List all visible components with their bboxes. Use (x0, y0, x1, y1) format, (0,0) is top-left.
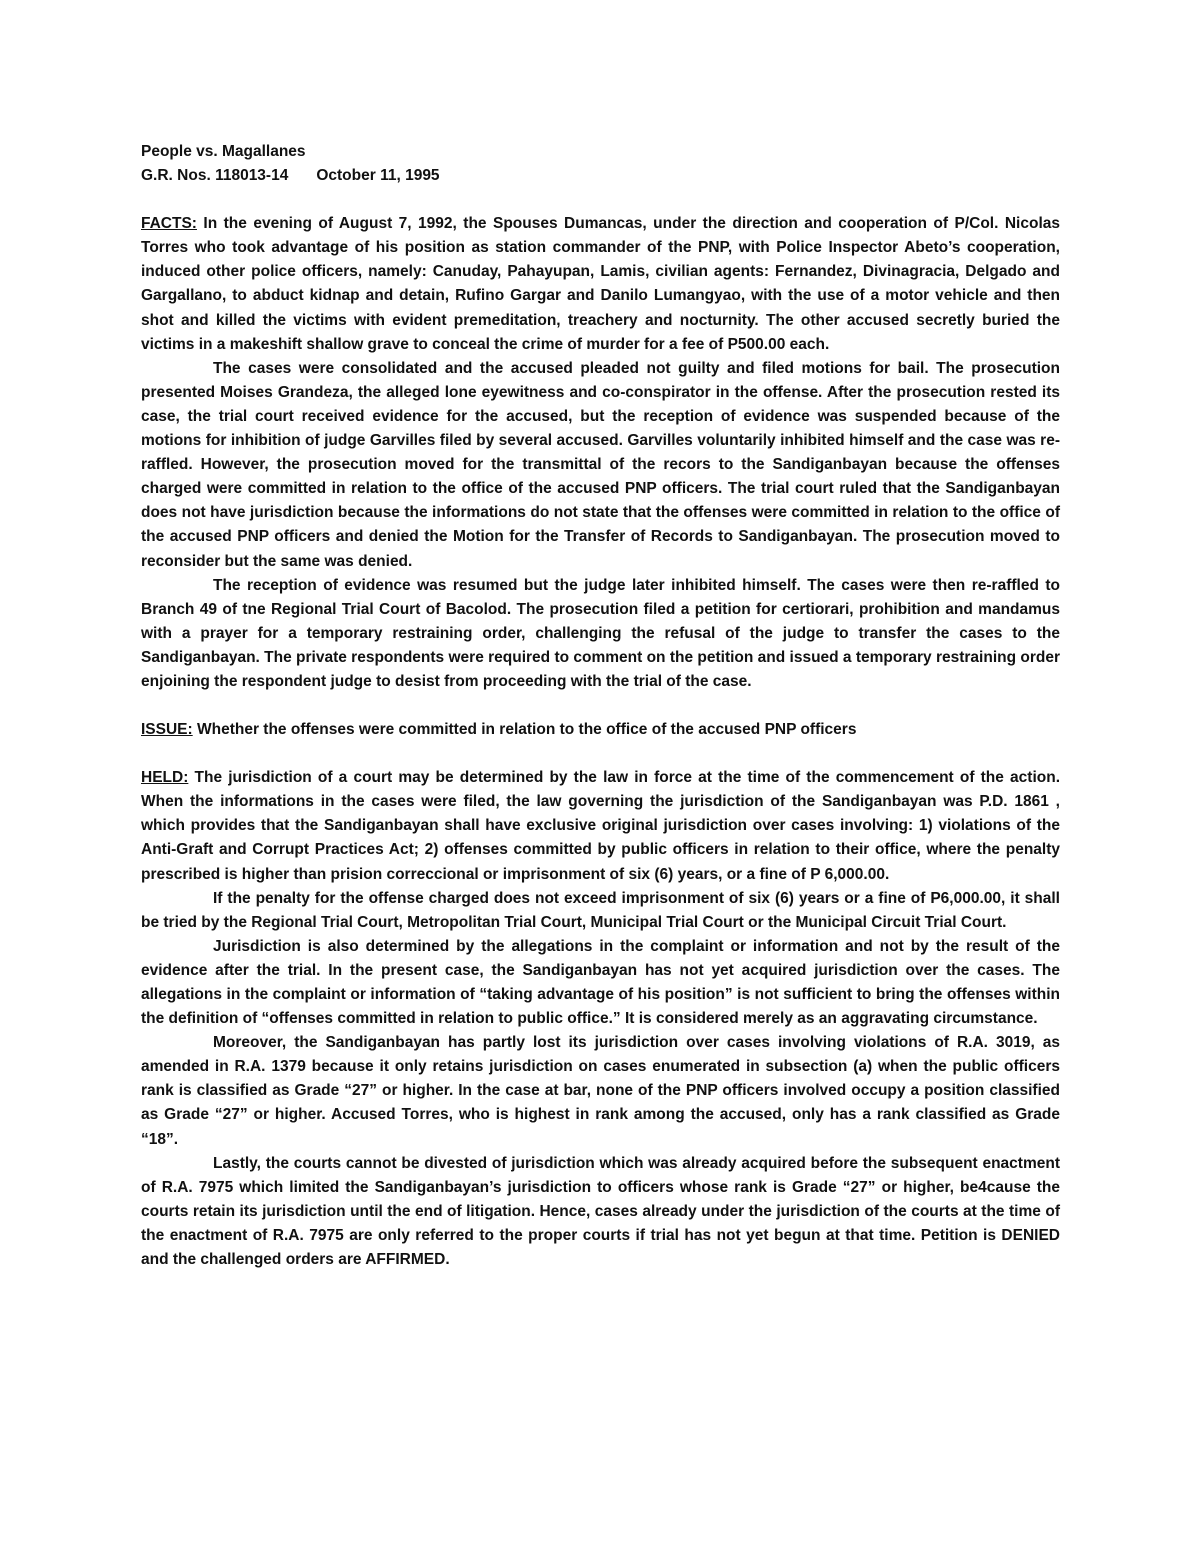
held-paragraph: If the penalty for the offense charged does not exceed imprisonment of six (6) years or a fine of P6,000.00, it shall be tried by the Regional Trial Court, Metropolitan Trial Court, Municipal Trial Court or the Municipal Circuit Trial Court. (141, 889, 1060, 931)
decision-date: October 11, 1995 (316, 167, 440, 185)
issue-label: ISSUE: (141, 721, 193, 739)
issue-paragraph: ISSUE: Whether the offenses were committed in relation to the office of the accused PNP officers (141, 721, 857, 739)
facts-paragraph: The cases were consolidated and the accused pleaded not guilty and filed motions for bail. The prosecution presented Moises Grandeza, the alleged lone eyewitness and co-conspirator in the offense. After the prosecution rested its case, the trial court received evidence for the accused, but the reception of evidence was suspended because of the motions for inhibition of judge Garvilles filed by several accused. Garvilles voluntarily inhibited himself and the case was re-raffled. However, the prosecution moved for the transmittal of the recors to the Sandiganbayan because the offenses charged were committed in relation to the office of the accused PNP officers. The trial court ruled that the Sandiganbayan does not have jurisdiction because the informations do not state that the offenses were committed in relation to the office of the accused PNP officers and denied the Motion for the Transfer of Records to Sandiganbayan. The prosecution moved to reconsider but the same was denied. (141, 359, 1060, 570)
issue-section (141, 718, 1060, 742)
facts-label: FACTS: (141, 215, 197, 233)
facts-paragraph: The reception of evidence was resumed but the judge later inhibited himself. The cases were then re-raffled to Branch 49 of tne Regional Trial Court of Bacolod. The prosecution filed a petition for certiorari, prohibition and mandamus with a prayer for a temporary restraining order, challenging the refusal of the judge to transfer the cases to the Sandiganbayan. The private respondents were required to comment on the petition and issued a temporary restraining order enjoining the respondent judge to desist from proceeding with the trial of the case. (141, 576, 1060, 690)
gr-number: G.R. Nos. 118013-14 (141, 167, 289, 185)
facts-paragraph: FACTS: In the evening of August 7, 1992, the Spouses Dumancas, under the direction and cooperation of P/Col. Nicolas Torres who took advantage of his position as station commander of the PNP, with Police Inspector Abeto’s cooperation, induced other police officers, namely: Canuday, Pahayupan, Lamis, civilian agents: Fernandez, Divinagracia, Delgado and Gargallano, to abduct kidnap and detain, Rufino Gargar and Danilo Lumangyao, with the use of a motor vehicle and then shot and killed the victims with evident premeditation, treachery and nocturnity. The other accused secretly buried the victims in a makeshift shallow grave to conceal the crime of murder for a fee of P500.00 each. (141, 215, 1060, 353)
held-paragraph: Lastly, the courts cannot be divested of jurisdiction which was already acquired before the subsequent enactment of R.A. 7975 which limited the Sandiganbayan’s jurisdiction to officers whose rank is Grade “27” or higher, be4cause the courts retain its jurisdiction until the end of litigation. Hence, cases already under the jurisdiction of the courts at the time of the enactment of R.A. 7975 are only referred to the proper courts if trial has not yet begun at that time. Petition is DENIED and the challenged orders are AFFIRMED. (141, 1154, 1060, 1269)
held-paragraph: Moreover, the Sandiganbayan has partly lost its jurisdiction over cases involving violations of R.A. 3019, as amended in R.A. 1379 because it only retains jurisdiction on cases enumerated in subsection (a) when the public officers rank is classified as Grade “27” or higher. In the case at bar, none of the PNP officers involved occupy a position classified as Grade “27” or higher. Accused Torres, who is highest in rank among the accused, only has a rank classified as Grade “18”. (141, 1034, 1060, 1148)
document-page (141, 140, 1060, 1272)
held-paragraph: Jurisdiction is also determined by the allegations in the complaint or information and not by the result of the evidence after the trial. In the present case, the Sandiganbayan has not yet acquired jurisdiction over the cases. The allegations in the complaint or information of “taking advantage of his position” is not sufficient to bring the offenses within the definition of “offenses committed in relation to public office.” It is considered merely as an aggravating circumstance. (141, 937, 1060, 1028)
held-label: HELD: (141, 769, 189, 787)
case-title: People vs. Magallanes (141, 143, 306, 160)
facts-section (141, 212, 1060, 694)
held-section (141, 766, 1060, 1272)
case-header (141, 140, 1060, 188)
held-paragraph: HELD: The jurisdiction of a court may be determined by the law in force at the time of the commencement of the action. When the informations in the cases were filed, the law governing the jurisdiction of the Sandiganbayan was P.D. 1861 , which provides that the Sandiganbayan shall have exclusive original jurisdiction over cases involving: 1) violations of the Anti-Graft and Corrupt Practices Act; 2) offenses committed by public officers in relation to their office, where the penalty prescribed is higher than prision correccional or imprisonment of six (6) years, or a fine of P 6,000.00. (141, 769, 1060, 883)
